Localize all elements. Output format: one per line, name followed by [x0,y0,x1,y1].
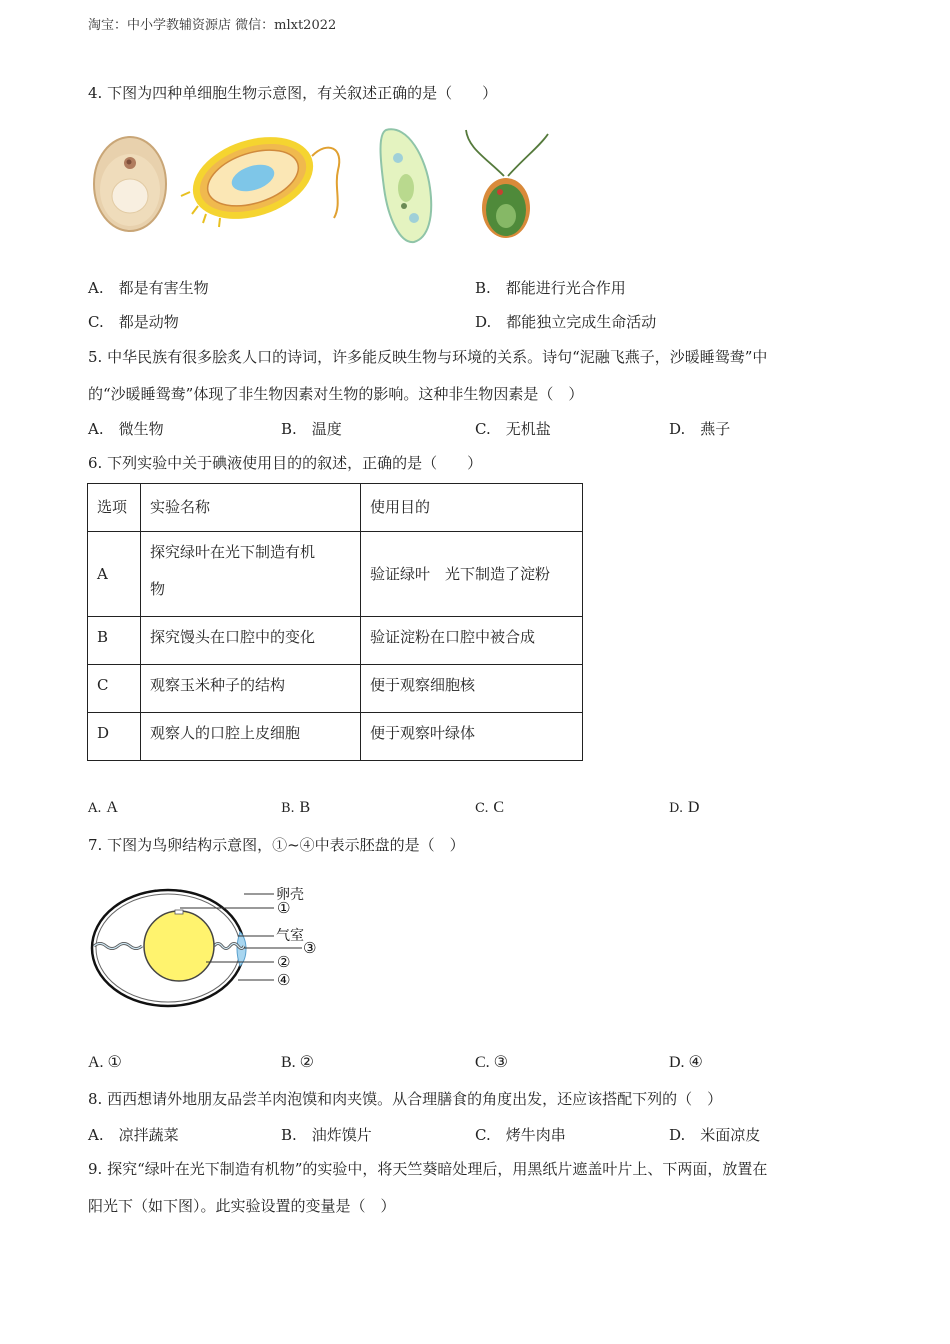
label-shell: 卵壳 [276,887,304,903]
table-row [88,617,583,665]
label-air-chamber: 气室 [276,928,304,944]
q5-option-a[interactable]: A. 微生物 [88,420,164,438]
q5-stem-line2: 的“沙暖睡鸳鸯”体现了非生物因素对生物的影响。这种非生物因素是（ ） [88,385,584,403]
q4-stem: 4. 下图为四种单细胞生物示意图，有关叙述正确的是（ ） [88,84,498,102]
q5-option-d[interactable]: D. 燕子 [669,420,731,438]
paramecium-image [381,129,432,242]
table-header-cell: 实验名称 [141,484,361,532]
chlamydomonas-image [466,130,548,238]
q7-option-c[interactable]: C. ③ [475,1054,509,1071]
q5-option-b[interactable]: B. 温度 [281,420,342,438]
q8-option-c[interactable]: C. 烤牛肉串 [475,1126,566,1144]
bird-egg-diagram [88,872,338,1012]
bacterium-image [181,123,339,234]
q4-option-a[interactable]: A. 都是有害生物 [88,279,209,297]
table-cell-option: C [88,665,141,713]
q4-option-d[interactable]: D. 都能独立完成生命活动 [475,313,657,331]
table-cell-option: A [88,532,141,617]
label-3: ③ [303,939,317,957]
q9-stem-line2: 阳光下（如下图）。此实验设置的变量是（ ） [88,1197,396,1215]
q4-organisms-illustration [88,118,568,253]
table-cell-name: 观察玉米种子的结构 [141,665,361,713]
q6-option-a-prefix: A. [88,801,102,816]
label-1: ① [277,899,291,917]
q7-option-a[interactable]: A. ① [88,1054,122,1071]
q6-option-b[interactable] [281,798,310,817]
table-cell-name-line2: 物 [150,580,166,598]
q4-option-b[interactable]: B. 都能进行光合作用 [475,279,626,297]
table-header-cell: 选项 [88,484,141,532]
q4-option-c[interactable]: C. 都是动物 [88,313,179,331]
q8-option-b[interactable]: B. 油炸馍片 [281,1126,372,1144]
q6-option-a[interactable] [88,798,118,817]
q6-stem: 6. 下列实验中关于碘液使用目的的叙述，正确的是（ ） [88,454,483,472]
q6-option-b-prefix: B. [281,801,295,816]
q6-option-b-value: B [299,799,311,816]
table-cell-option: B [88,617,141,665]
germinal-disc-shape [175,910,183,914]
q7-option-d[interactable]: D. ④ [669,1054,703,1071]
table-row [88,532,583,617]
table-cell-name: 观察人的口腔上皮细胞 [141,713,361,761]
label-4: ④ [277,971,291,989]
q6-option-a-value: A [106,799,118,816]
q6-option-c[interactable] [475,798,504,817]
q6-option-c-value: C [493,799,505,816]
table-cell-purpose: 验证淀粉在口腔中被合成 [361,617,583,665]
table-cell-purpose: 便于观察细胞核 [361,665,583,713]
table-cell-option: D [88,713,141,761]
q7-option-b[interactable]: B. ② [281,1054,315,1071]
q6-option-d-prefix: D. [669,801,684,816]
table-cell-name [141,532,361,617]
yeast-cell-image [94,137,166,231]
table-header-row [88,484,583,532]
q8-stem: 8. 西西想请外地朋友品尝羊肉泡馍和肉夹馍。从合理膳食的角度出发，还应该搭配下列的（ ） [88,1090,723,1108]
q6-table [87,483,583,761]
table-row [88,665,583,713]
yolk-shape [144,911,214,981]
table-cell-purpose: 便于观察叶绿体 [361,713,583,761]
table-cell-name-line1: 探究绿叶在光下制造有机 [150,543,316,561]
q8-option-d[interactable]: D. 米面凉皮 [669,1126,761,1144]
page-header: 淘宝：中小学教辅资源店 微信：mlxt2022 [88,18,337,33]
q8-option-a[interactable]: A. 凉拌蔬菜 [88,1126,179,1144]
table-cell-name: 探究馒头在口腔中的变化 [141,617,361,665]
table-header-cell: 使用目的 [361,484,583,532]
q6-option-d-value: D [687,799,700,816]
q9-stem-line1: 9. 探究“绿叶在光下制造有机物”的实验中，将天竺葵暗处理后，用黑纸片遮盖叶片上、下两面，放置在 [88,1160,768,1178]
q6-option-c-prefix: C. [475,801,489,816]
table-row [88,713,583,761]
q5-option-c[interactable]: C. 无机盐 [475,420,551,438]
q6-option-d[interactable] [669,798,699,817]
q7-stem: 7. 下图为鸟卵结构示意图，①~④中表示胚盘的是（ ） [88,836,465,854]
label-2: ② [277,953,291,971]
table-cell-purpose: 验证绿叶 光下制造了淀粉 [361,532,583,617]
q5-stem-line1: 5. 中华民族有很多脍炙人口的诗词，许多能反映生物与环境的关系。诗句“泥融飞燕子，沙暖睡鸳鸯”中 [88,348,768,366]
